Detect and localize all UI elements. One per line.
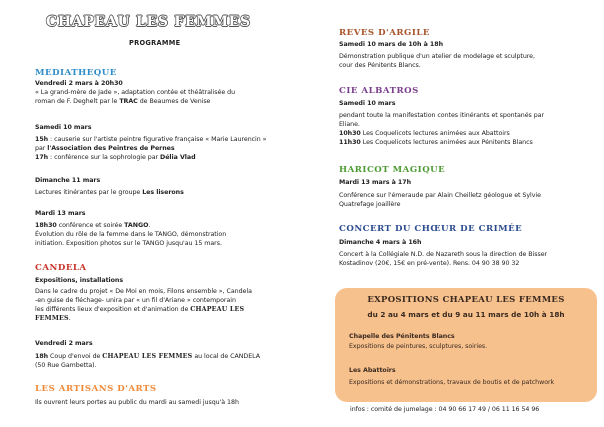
event-text: initiation. Exposition photos sur le TANGO jusqu'au 15 mars. [35,240,222,247]
event-date: Samedi 10 mars de 10h à 18h [339,41,444,48]
venue-heading: Les Abattoirs [349,367,396,374]
event-text: roman de F. Deghelt par le TRAC de Beaumes de Venise [35,98,211,105]
event-text: Lectures itinérantes par le groupe Les liserons [35,189,184,196]
event-date: Samedi 10 mars [339,100,396,107]
venue-heading: Chapelle des Pénitents Blancs [349,333,455,340]
exhibitions-dates: du 2 au 4 mars et du 9 au 11 mars de 10h à 18h [367,310,565,319]
event-date: Mardi 13 mars à 17h [339,179,412,186]
event-text: Quatrefage joaillère [339,201,401,208]
event-text: 17h : conférence sur la sophrologie par Délia Vlad [35,154,196,161]
event-text: FEMMES. [35,315,71,322]
section-heading-choeur: CONCERT DU CHŒUR DE CRIMÉE [339,224,523,234]
event-text: pendant toute la manifestation contes itinérants et spontanés par [339,112,545,119]
event-date: Dimanche 4 mars à 16h [339,239,422,246]
event-text: 10h30 Les Coquelicots lectures animées aux Abattoirs [339,130,510,137]
brochure-title: CHAPEAU LES FEMMES [46,14,251,30]
event-text: (50 Rue Gambetta). [35,362,97,369]
event-text: Évolution du rôle de la femme dans le TANGO, démonstration [35,231,227,238]
exhibitions-title: EXPOSITIONS CHAPEAU LES FEMMES [367,295,565,305]
section-heading-mediatheque: MEDIATHEQUE [35,68,117,78]
event-text: Dans le cadre du projet « De Moi en mois, Filons ensemble », Candela [35,288,252,295]
event-date: Mardi 13 mars [35,210,86,217]
section-heading-reves: REVES D'ARGILE [339,28,430,38]
event-text: 15h : causerie sur l'artiste peintre figurative française « Marie Laurencin » [35,136,267,143]
event-text: Eliane. [339,121,360,128]
event-subtitle: Expositions, installations [35,277,124,284]
exhibitions-box [335,288,597,402]
programme-subtitle: PROGRAMME [129,39,181,47]
section-heading-haricot: HARICOT MAGIQUE [339,165,446,175]
event-text: « La grand-mère de Jade », adaptation contée et théâtralisée du [35,89,236,96]
section-heading-albatros: CIE ALBATROS [339,86,419,96]
venue-text: Expositions de peintures, sculptures, soiries. [349,343,488,350]
event-text: les différents lieux d'exposition et d'animation de CHAPEAU LES [35,306,245,313]
event-date: Vendredi 2 mars [35,340,93,347]
event-date: Dimanche 11 mars [35,177,101,184]
event-text: cour des Pénitents Blancs. [339,62,421,69]
event-text: 18h Coup d'envoi de CHAPEAU LES FEMMES au local de CANDELA [35,353,260,360]
event-text: 11h30 Les Coquelicots lectures animées aux Pénitents Blancs [339,139,533,146]
section-heading-candela: CANDELA [35,263,87,273]
venue-text: Expositions et démonstrations, travaux de boutis et de patchwork [349,379,555,386]
section-heading-artisans: LES ARTISANS D'ARTS [35,384,157,394]
event-text: Démonstration publique d'un atelier de modelage et sculpture, [339,53,535,60]
event-text: par l'Association des Peintres de Pernes [35,145,175,152]
event-text: -en guise de fléchage- unira par « un fil d'Ariane » contemporain [35,297,236,304]
event-text: 18h30 conférence et soirée TANGO. [35,222,151,229]
event-text: Conférence sur l'émeraude par Alain Cheilletz géologue et Sylvie [339,192,541,199]
contact-info: infos : comité de jumelage : 04 90 66 17 49 / 06 11 16 54 96 [350,406,540,413]
event-text: Ils ouvrent leurs portes au public du mardi au samedi jusqu'à 18h [35,399,239,406]
event-text: Concert à la Collégiale N.D. de Nazareth sous la direction de Bisser [339,251,548,258]
event-date: Vendredi 2 mars à 20h30 [35,80,123,87]
event-date: Samedi 10 mars [35,124,92,131]
event-text: Kostadinov (20€, 15€ en pré-vente). Rens. 04 90 38 90 32 [339,260,520,267]
